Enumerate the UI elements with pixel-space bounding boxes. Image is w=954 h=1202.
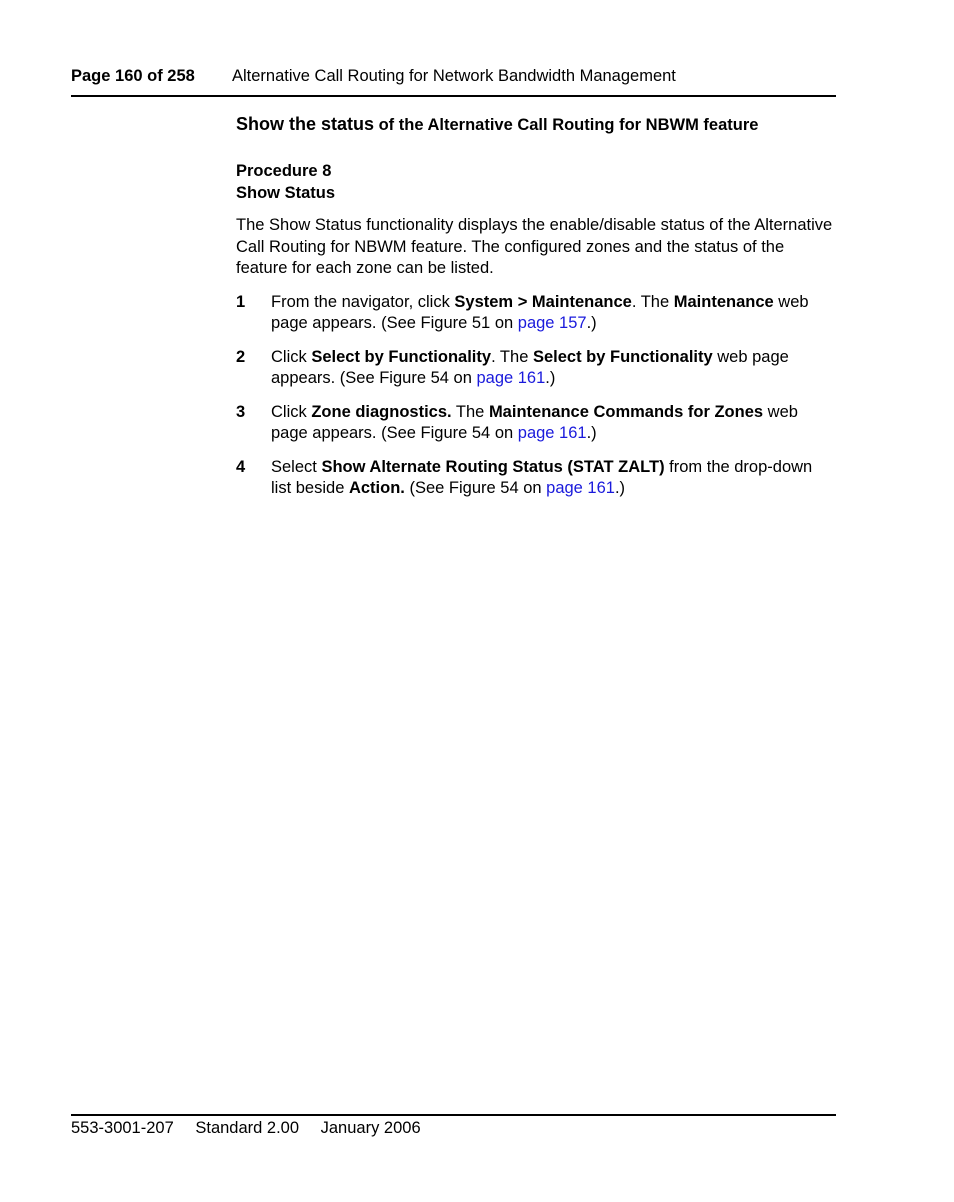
step-emphasis: Maintenance [673, 292, 774, 311]
page-footer [71, 1118, 438, 1139]
step-emphasis: Zone diagnostics. [311, 402, 452, 421]
step-text: The [451, 402, 489, 421]
page-link[interactable]: page 161 [546, 479, 615, 497]
step-text: from the drop-down list beside [271, 457, 813, 497]
header-rule [71, 95, 836, 97]
page-link[interactable]: page 161 [517, 424, 587, 442]
footer-rule [71, 1114, 836, 1116]
footer-standard: Standard 2.00 [195, 1119, 300, 1137]
step-text: web page appears. (See Figure 54 on [271, 347, 789, 387]
step-3 [236, 402, 836, 445]
intro-paragraph: The Show Status functionality displays the enable/disable status of the Alternative Call Routing for NBWM feature. The configured zones and the status of the feature for each zone can be listed. [236, 216, 833, 277]
footer-doc-number: 553-3001-207 [71, 1119, 174, 1137]
step-2 [236, 347, 836, 390]
step-emphasis: System > Maintenance [454, 292, 632, 311]
step-4 [236, 457, 836, 500]
step-text: (See Figure 54 on [404, 479, 547, 497]
page-number: Page 160 of 258 [71, 67, 195, 85]
step-number: 3 [236, 402, 246, 421]
step-emphasis: Action. [348, 479, 405, 497]
document-title: Alternative Call Routing for Network Bandwidth Management [232, 67, 676, 85]
step-number: 4 [236, 457, 246, 476]
step-emphasis: Show Alternate Routing Status (STAT ZALT) [321, 457, 665, 476]
page-header [71, 66, 836, 86]
step-emphasis: Maintenance Commands for Zones [488, 402, 764, 421]
step-emphasis: Select by Functionality [532, 347, 713, 366]
page-link[interactable]: page 157 [517, 314, 587, 332]
section-heading [236, 112, 836, 137]
footer-date: January 2006 [320, 1119, 421, 1137]
step-emphasis: Select by Functionality [311, 347, 492, 366]
step-text: Click [271, 402, 312, 421]
step-number: 2 [236, 347, 246, 366]
page-link[interactable]: page 161 [476, 369, 546, 387]
step-text: From the navigator, click [271, 292, 455, 311]
section-heading-rest: of the Alternative Call Routing for NBWM feature [374, 116, 759, 134]
step-text: .) [586, 314, 597, 332]
step-text: .) [586, 424, 597, 442]
procedure-heading [236, 160, 836, 204]
page-content [236, 112, 836, 512]
step-text: .) [614, 479, 626, 497]
step-1 [236, 292, 836, 335]
step-text: .) [545, 369, 556, 387]
procedure-title: Show Status [236, 184, 336, 202]
procedure-number: Procedure 8 [236, 162, 332, 180]
step-number: 1 [236, 292, 246, 311]
step-list [236, 292, 836, 500]
step-text: web page appears. (See Figure 54 on [271, 402, 798, 442]
step-text: web page appears. (See Figure 51 on [271, 292, 809, 332]
step-text: Select [271, 457, 322, 476]
step-text: . The [491, 347, 533, 366]
step-text: Click [271, 347, 312, 366]
section-heading-main: Show the status [236, 114, 375, 134]
step-text: . The [631, 292, 674, 311]
